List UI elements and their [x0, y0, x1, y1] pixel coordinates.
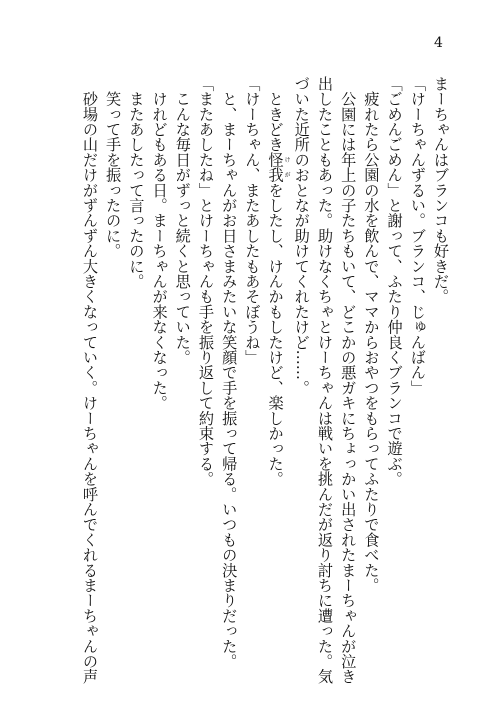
page-number: 4	[434, 35, 443, 51]
text-line: 疲れたら公園の水を飲んで、ママからおやつをもらってふたりで食べた。	[362, 76, 381, 593]
text-line: またあしたって言ったのに。	[127, 76, 146, 289]
ruby-annotation	[266, 152, 291, 183]
text-line: 「けーちゃん、またあしたもあそぼうね」	[243, 76, 262, 365]
ruby-line-before: ときどき	[266, 76, 285, 152]
text-line: 笑って手を振ったのに。	[104, 76, 123, 259]
text-line: 公園には年上の子たちもいて、どこかの悪ガキにちょっかい出されたまーちゃんが泣き	[339, 76, 358, 684]
ruby-line-after: をしたし、けんかもしたけど、楽しかった。	[266, 182, 285, 487]
text-line: まーちゃんはブランコも好きだ。	[432, 76, 450, 304]
text-line: けれどもある日。まーちゃんが来なくなった。	[150, 76, 169, 411]
text-line: 砂場の山だけがずんずん大きくなっていく。けーちゃんを呼んでくれるまーちゃんの声	[80, 76, 99, 684]
text-line: 「またあしたね」とけーちゃんも手を振り返して約束する。	[196, 76, 215, 487]
ruby-reading: けが	[283, 152, 291, 183]
text-line: 「けーちゃんずるい。ブランコ、じゅんばん」	[408, 76, 427, 396]
text-line: 出したこともあった。助けなくちゃとけーちゃんは戦いを挑んだが返り討ちに遭った。気	[315, 76, 334, 684]
text-line-with-ruby	[263, 76, 289, 681]
text-line: 「ごめんごめん」と謝って、ふたり仲良くブランコで遊ぶ。	[385, 76, 404, 487]
text-line: と、まーちゃんがお日さまみたいな笑顔で手を振って帰る。いつもの決まりだった。	[220, 76, 239, 669]
ruby-base: 怪我	[266, 152, 285, 183]
text-line: づいた近所のおとなが助けてくれたけど……。	[292, 76, 311, 396]
text-line: こんな毎日がずっと続くと思っていた。	[173, 76, 192, 365]
vertical-text-block	[78, 76, 452, 684]
